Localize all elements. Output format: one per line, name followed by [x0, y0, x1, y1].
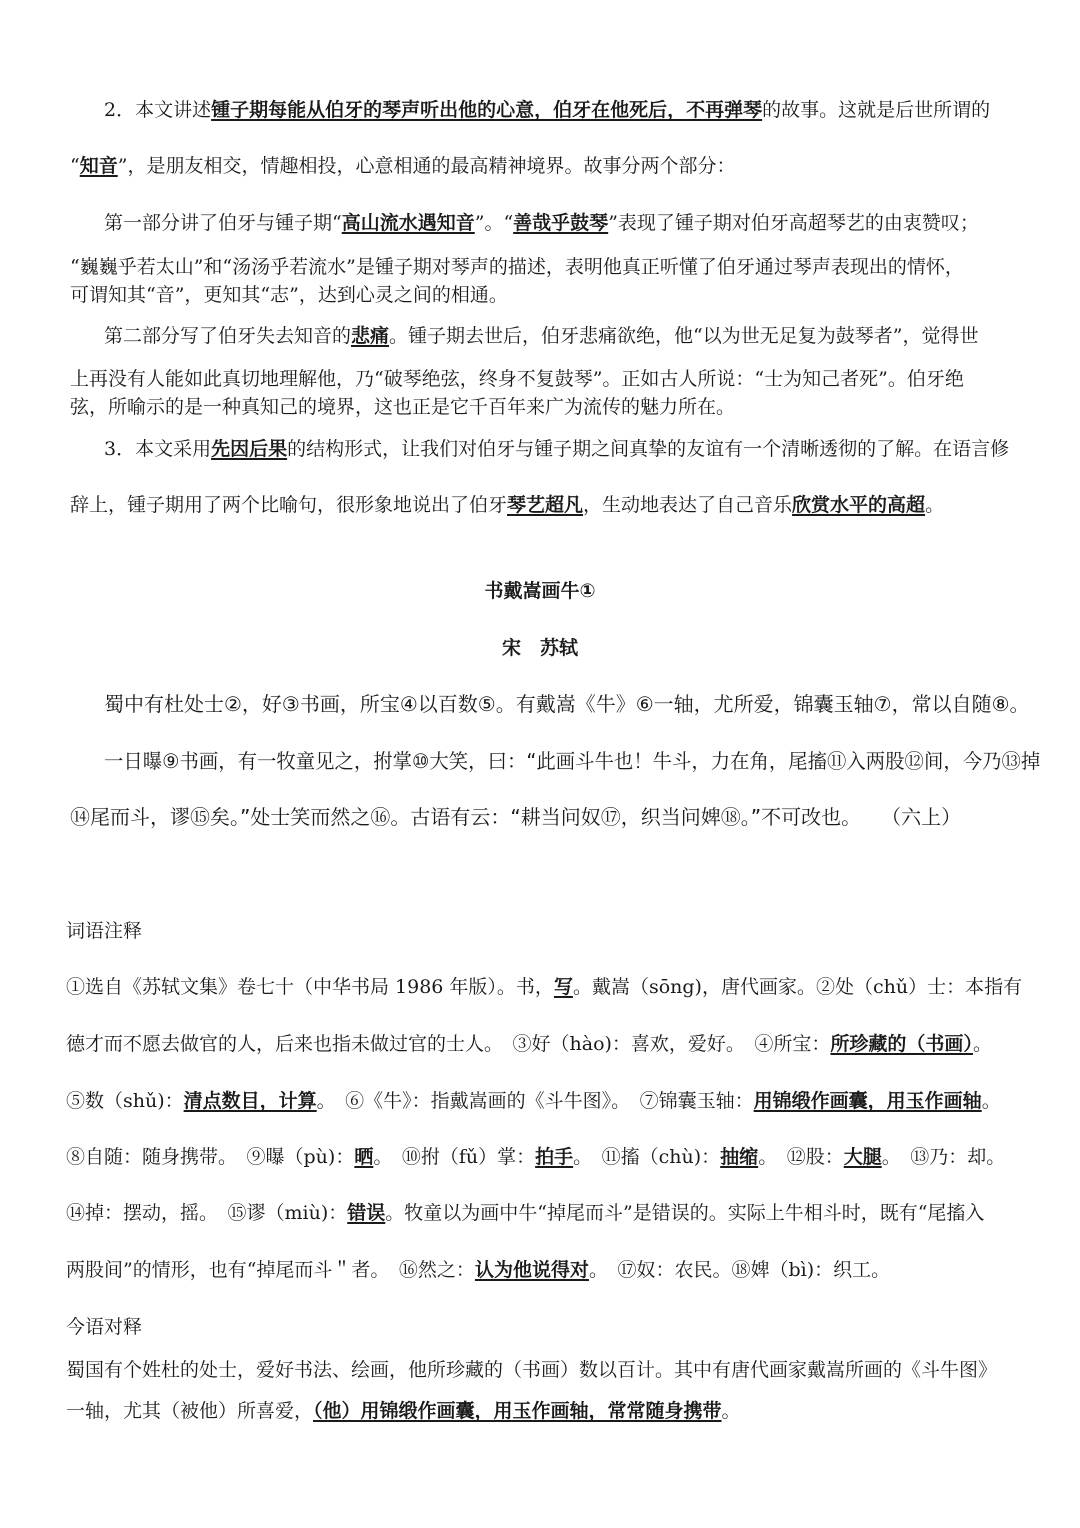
translation-line1: 蜀国有个姓杜的处士，爱好书法、绘画，他所珍藏的（书画）数以百计。其中有唐代画家戴嵩所画的《斗牛图》 — [66, 1359, 998, 1381]
text: 。 ⑰奴：农民。⑱婢（bì)：织工。 — [588, 1259, 891, 1281]
text: ”表现了锺子期对伯牙高超琴艺的由衷赞叹； — [608, 212, 979, 234]
key-phrase: 锺子期每能从伯牙的琴声听出他的心意，伯牙在他死后，不再弹琴 — [211, 99, 763, 121]
key-phrase: 抽缩 — [720, 1146, 759, 1168]
text: 。 ⑪搐（chù)： — [573, 1146, 721, 1168]
key-phrase: 清点数目，计算 — [183, 1090, 317, 1112]
poem-line1: 蜀中有杜处士②，好③书画，所宝④以百数⑤。有戴嵩《牛》⑥一轴，尤所爱，锦囊玉轴⑦，常以自随⑧。 — [104, 692, 1030, 716]
text: 德才而不愿去做官的人，后来也指未做过官的士人。 ③好（hào)：喜欢，爱好。 ④所宝： — [66, 1033, 831, 1055]
text: 的结构形式，让我们对伯牙与锺子期之间真挚的友谊有一个清晰透彻的了解。在语言修 — [287, 438, 1010, 460]
analysis-p3-line1 — [104, 435, 1009, 463]
notes-line1 — [66, 973, 1022, 1001]
key-phrase: 所珍藏的（书画） — [830, 1033, 973, 1055]
text: 第二部分写了伯牙失去知音的 — [104, 325, 352, 347]
text: ①选自《苏轼文集》卷七十（中华书局 1986 年版）。书， — [66, 976, 554, 998]
key-phrase: 错误 — [347, 1202, 386, 1224]
text: 。戴嵩（sōng)，唐代画家。②处（chǔ）士：本指有 — [572, 976, 1023, 998]
text: 一轴，尤其（被他）所喜爱， — [66, 1400, 314, 1422]
key-phrase: 先因后果 — [211, 438, 288, 460]
notes-line5 — [66, 1199, 984, 1227]
text: 。 ⑩拊（fǔ）掌： — [373, 1146, 536, 1168]
text: 。 — [721, 1400, 741, 1422]
key-phrase: 拍手 — [535, 1146, 574, 1168]
poem-line2: 一日曝⑨书画，有一牧童见之，拊掌⑩大笑，曰：“此画斗牛也！牛斗，力在角，尾搐⑪入两股⑫间，今乃⑬掉 — [104, 749, 1041, 773]
text: 。 ⑬乃：却。 — [881, 1146, 1006, 1168]
key-phrase: 知音 — [79, 155, 118, 177]
key-phrase: 善哉乎鼓琴 — [513, 212, 609, 234]
analysis-part1-line3: 可谓知其“音”，更知其“志”，达到心灵之间的相通。 — [70, 284, 508, 306]
text: 。 — [925, 494, 945, 516]
text: 。 — [972, 1033, 992, 1055]
translation-heading: 今语对释 — [66, 1316, 143, 1338]
text: 。 — [981, 1090, 1001, 1112]
text: ”。“ — [474, 212, 514, 234]
analysis-p2-line2 — [70, 152, 735, 180]
text: ⑤数（shǔ)： — [66, 1090, 184, 1112]
notes-line3 — [66, 1087, 1001, 1115]
text: 。 ⑫股： — [758, 1146, 844, 1168]
poem-author: 宋 苏轼 — [501, 637, 578, 659]
text: ”，是朋友相交，情趣相投，心意相通的最高精神境界。故事分两个部分： — [117, 155, 736, 177]
translation-line2 — [66, 1397, 741, 1425]
analysis-part1-line1 — [104, 209, 979, 237]
analysis-part2-line2: 上再没有人能如此真切地理解他，乃“破琴绝弦，终身不复鼓琴”。正如古人所说：“士为知己者死”。伯牙绝 — [70, 368, 964, 390]
text: “ — [70, 155, 80, 177]
notes-line2 — [66, 1030, 992, 1058]
notes-line4 — [66, 1143, 1005, 1171]
analysis-p2-line1 — [104, 96, 990, 124]
text: 两股间”的情形，也有“掉尾而斗＂者。 ⑯然之： — [66, 1259, 475, 1281]
key-phrase: （他）用锦缎作画囊，用玉作画轴，常常随身携带 — [313, 1400, 722, 1422]
text: 3．本文采用 — [104, 438, 212, 460]
key-phrase: 晒 — [354, 1146, 374, 1168]
analysis-part2-line1 — [104, 322, 978, 350]
text: 2．本文讲述 — [104, 99, 212, 121]
analysis-part1-line2: “巍巍乎若太山”和“汤汤乎若流水”是锺子期对琴声的描述，表明他真正听懂了伯牙通过琴声表现出的情怀， — [70, 256, 964, 278]
key-phrase: 高山流水遇知音 — [341, 212, 475, 234]
notes-heading: 词语注释 — [66, 920, 143, 942]
text: 。 ⑥《牛》：指戴嵩画的《斗牛图》。 ⑦锦囊玉轴： — [316, 1090, 754, 1112]
analysis-part2-line3: 弦，所喻示的是一种真知己的境界，这也正是它千百年来广为流传的魅力所在。 — [70, 396, 736, 418]
key-phrase: 悲痛 — [351, 325, 390, 347]
key-phrase: 认为他说得对 — [474, 1259, 589, 1281]
text: 辞上，锺子期用了两个比喻句，很形象地说出了伯牙 — [70, 494, 508, 516]
text: ，生动地表达了自己音乐 — [583, 494, 793, 516]
text: 。牧童以为画中牛“掉尾而斗”是错误的。实际上牛相斗时，既有“尾搐入 — [385, 1202, 985, 1224]
text: ⑧自随：随身携带。 ⑨曝（pù)： — [66, 1146, 355, 1168]
poem-line3: ⑭尾而斗，谬⑮矣。”处士笑而然之⑯。古语有云：“耕当问奴⑰，织当问婢⑱。”不可改也。 （六上） — [70, 805, 962, 829]
key-phrase: 写 — [553, 976, 573, 998]
notes-line6 — [66, 1256, 890, 1284]
analysis-p3-line2 — [70, 491, 944, 519]
text: 的故事。这就是后世所谓的 — [762, 99, 991, 121]
key-phrase: 欣赏水平的高超 — [792, 494, 926, 516]
text: 。锺子期去世后，伯牙悲痛欲绝，他“以为世无足复为鼓琴者”，觉得世 — [389, 325, 979, 347]
text: 第一部分讲了伯牙与锺子期“ — [104, 212, 342, 234]
key-phrase: 大腿 — [843, 1146, 882, 1168]
key-phrase: 用锦缎作画囊，用玉作画轴 — [753, 1090, 982, 1112]
key-phrase: 琴艺超凡 — [507, 494, 584, 516]
poem-title: 书戴嵩画牛① — [484, 580, 596, 602]
text: ⑭掉：摆动，摇。 ⑮谬（miù)： — [66, 1202, 348, 1224]
